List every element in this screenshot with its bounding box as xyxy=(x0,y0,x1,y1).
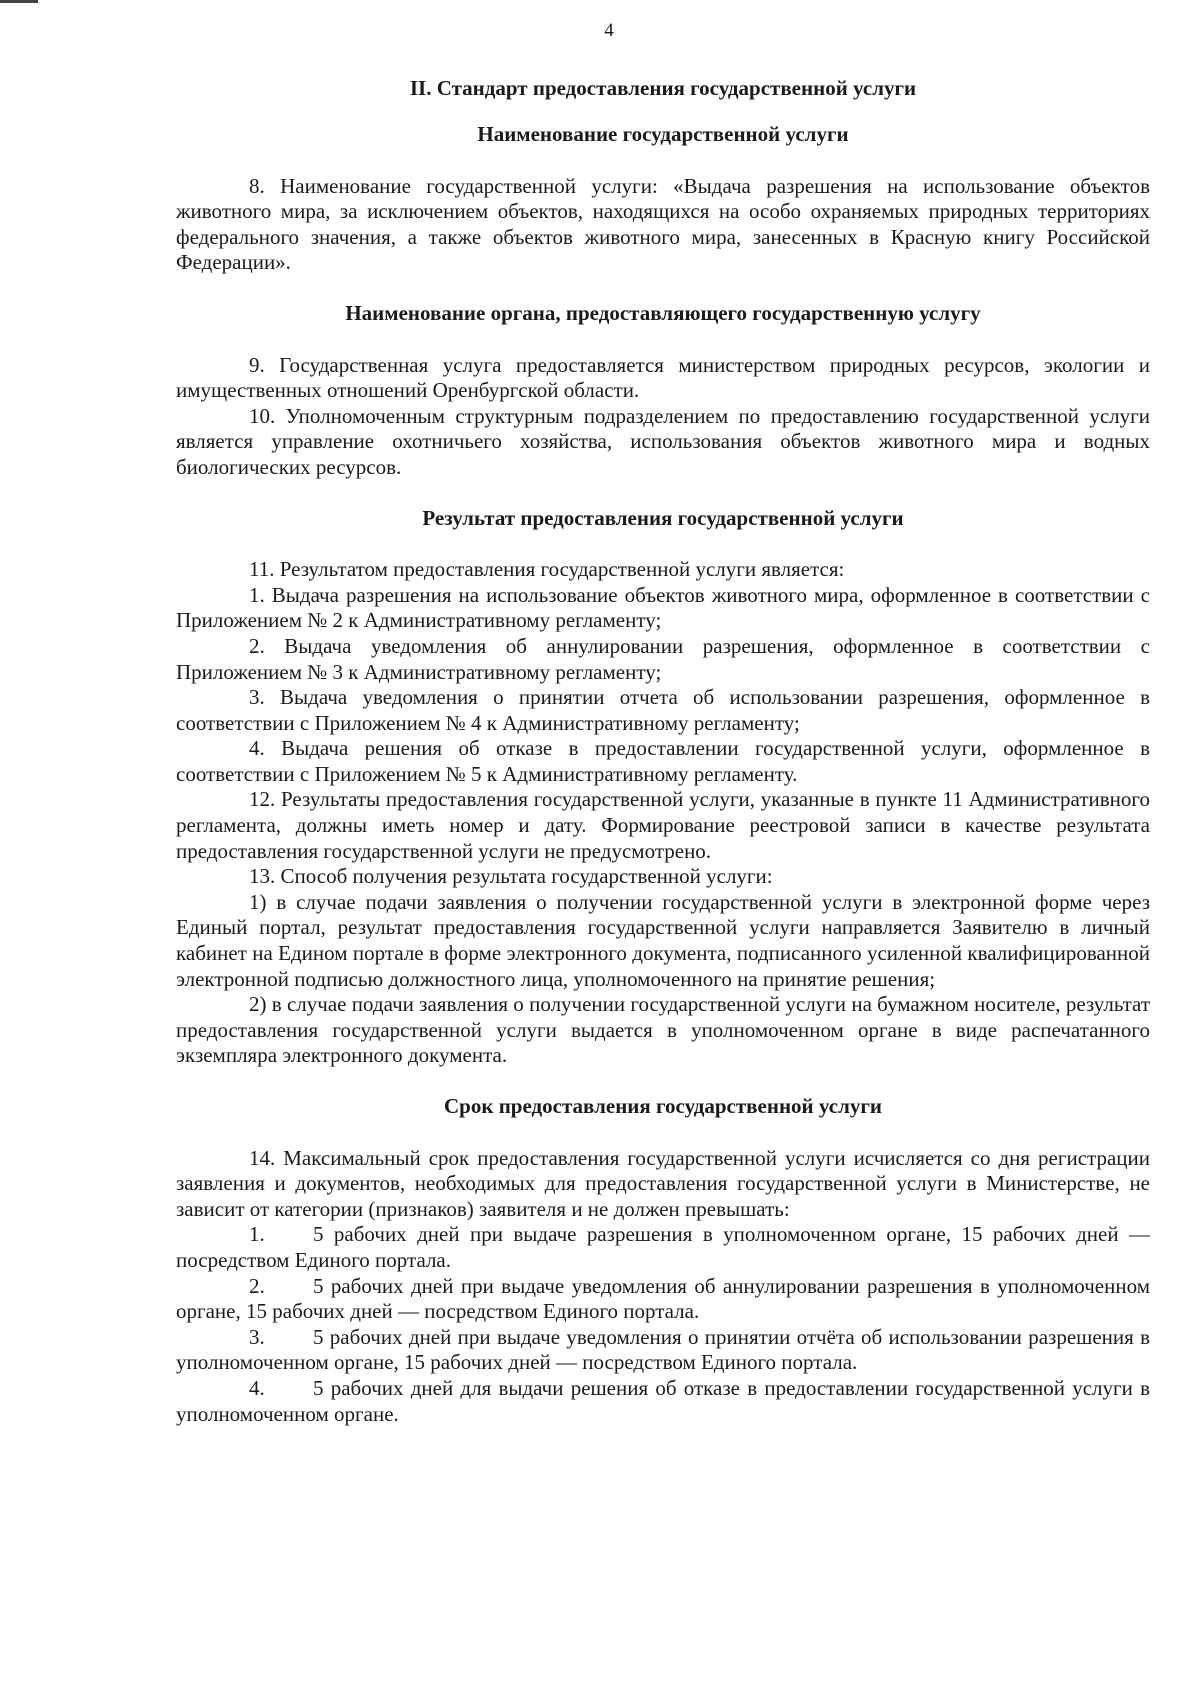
list-item xyxy=(176,1274,1150,1325)
paragraph: 8. Наименование государственной услуги: «Выдача разрешения на использование объектов животного мира, за исключением объектов, находящихся на особо охраняемых природных территориях федерального значения, а также объектов животного мира, занесенных в Красную книгу Российской Федерации». xyxy=(176,173,1150,275)
paragraph: 12. Результаты предоставления государственной услуги, указанные в пункте 11 Административного регламента, должны иметь номер и дату. Формирование реестровой записи в качестве результата предоставления государственной услуги не предусмотрено. xyxy=(176,787,1150,863)
paragraph: 9. Государственная услуга предоставляется министерством природных ресурсов, экологии и имущественных отношений Оренбургской области. xyxy=(176,352,1150,403)
list-item-mark: 1. xyxy=(249,1222,265,1247)
paragraph: 1. Выдача разрешения на использование объектов животного мира, оформленное в соответствии с Приложением № 2 к Административному регламенту; xyxy=(176,582,1150,633)
list-item xyxy=(176,1376,1150,1427)
paragraph: 14. Максимальный срок предоставления государственной услуги исчисляется со дня регистрации заявления и документов, необходимых для предоставления государственной услуги в Министерстве, не зависит от категории (признаков) заявителя и не должен превышать: xyxy=(176,1145,1150,1221)
list-item xyxy=(176,1222,1150,1273)
list-item-mark: 2. xyxy=(249,1273,265,1298)
paragraph: 4. Выдача решения об отказе в предоставлении государственной услуги, оформленное в соответствии с Приложением № 5 к Административному регламенту. xyxy=(176,736,1150,786)
paragraph: 3. Выдача уведомления о принятии отчета об использовании разрешения, оформленное в соответствии с Приложением № 4 к Административному регламенту; xyxy=(176,685,1150,735)
block-result xyxy=(176,506,1150,1069)
list-item xyxy=(176,1325,1150,1376)
list-item-mark: 4. xyxy=(249,1375,265,1400)
block-heading: Наименование органа, предоставляющего государственную услугу xyxy=(345,300,981,325)
block-authority xyxy=(176,301,1150,481)
section-title: II. Стандарт предоставления государственной услуги xyxy=(409,76,917,100)
list-item-text: 5 рабочих дней для выдачи решения об отказе в предоставлении государственной услуги в уполномоченном органе. xyxy=(176,1375,1150,1426)
paragraph: 13. Способ получения результата государственной услуги: xyxy=(249,864,773,889)
document-body xyxy=(176,70,1150,1427)
block-service-name xyxy=(176,122,1150,276)
paragraph: 2) в случае подачи заявления о получении государственной услуги на бумажном носителе, результат предоставления государственной услуги выдается в уполномоченном органе в виде распечатанного экземпляра электронного документа. xyxy=(176,992,1150,1068)
scan-artifact-mark xyxy=(0,0,38,3)
block-heading: Наименование государственной услуги xyxy=(477,122,849,146)
page-number: 4 xyxy=(604,20,614,41)
block-heading: Результат предоставления государственной услуги xyxy=(422,505,904,530)
list-item-text: 5 рабочих дней при выдаче уведомления об аннулировании разрешения в уполномоченном органе, 15 рабочих дней — посредством Единого портала. xyxy=(176,1273,1150,1324)
paragraph: 2. Выдача уведомления об аннулировании разрешения, оформленное в соответствии с Приложением № 3 к Административному регламенту; xyxy=(176,633,1150,684)
paragraph: 11. Результатом предоставления государственной услуги является: xyxy=(249,557,845,582)
list-item-mark: 3. xyxy=(249,1324,265,1349)
list-item-text: 5 рабочих дней при выдаче уведомления о принятии отчёта об использовании разрешения в уполномоченном органе, 15 рабочих дней — посредством Единого портала. xyxy=(176,1324,1150,1375)
paragraph: 1) в случае подачи заявления о получении государственной услуги в электронной форме через Единый портал, результат предоставления государственной услуги направляется Заявителю в личный кабинет на Едином портале в форме электронного документа, подписанного усиленной квалифицированной электронной подписью должностного лица, уполномоченного на принятие решения; xyxy=(176,889,1150,991)
block-heading: Срок предоставления государственной услуги xyxy=(444,1094,882,1118)
paragraph: 10. Уполномоченным структурным подразделением по предоставлению государственной услуги является управление охотничьего хозяйства, использования объектов животного мира и водных биологических ресурсов. xyxy=(176,403,1150,479)
list-item-text: 5 рабочих дней при выдаче разрешения в уполномоченном органе, 15 рабочих дней — посредством Единого портала. xyxy=(176,1222,1150,1272)
block-term xyxy=(176,1094,1150,1427)
